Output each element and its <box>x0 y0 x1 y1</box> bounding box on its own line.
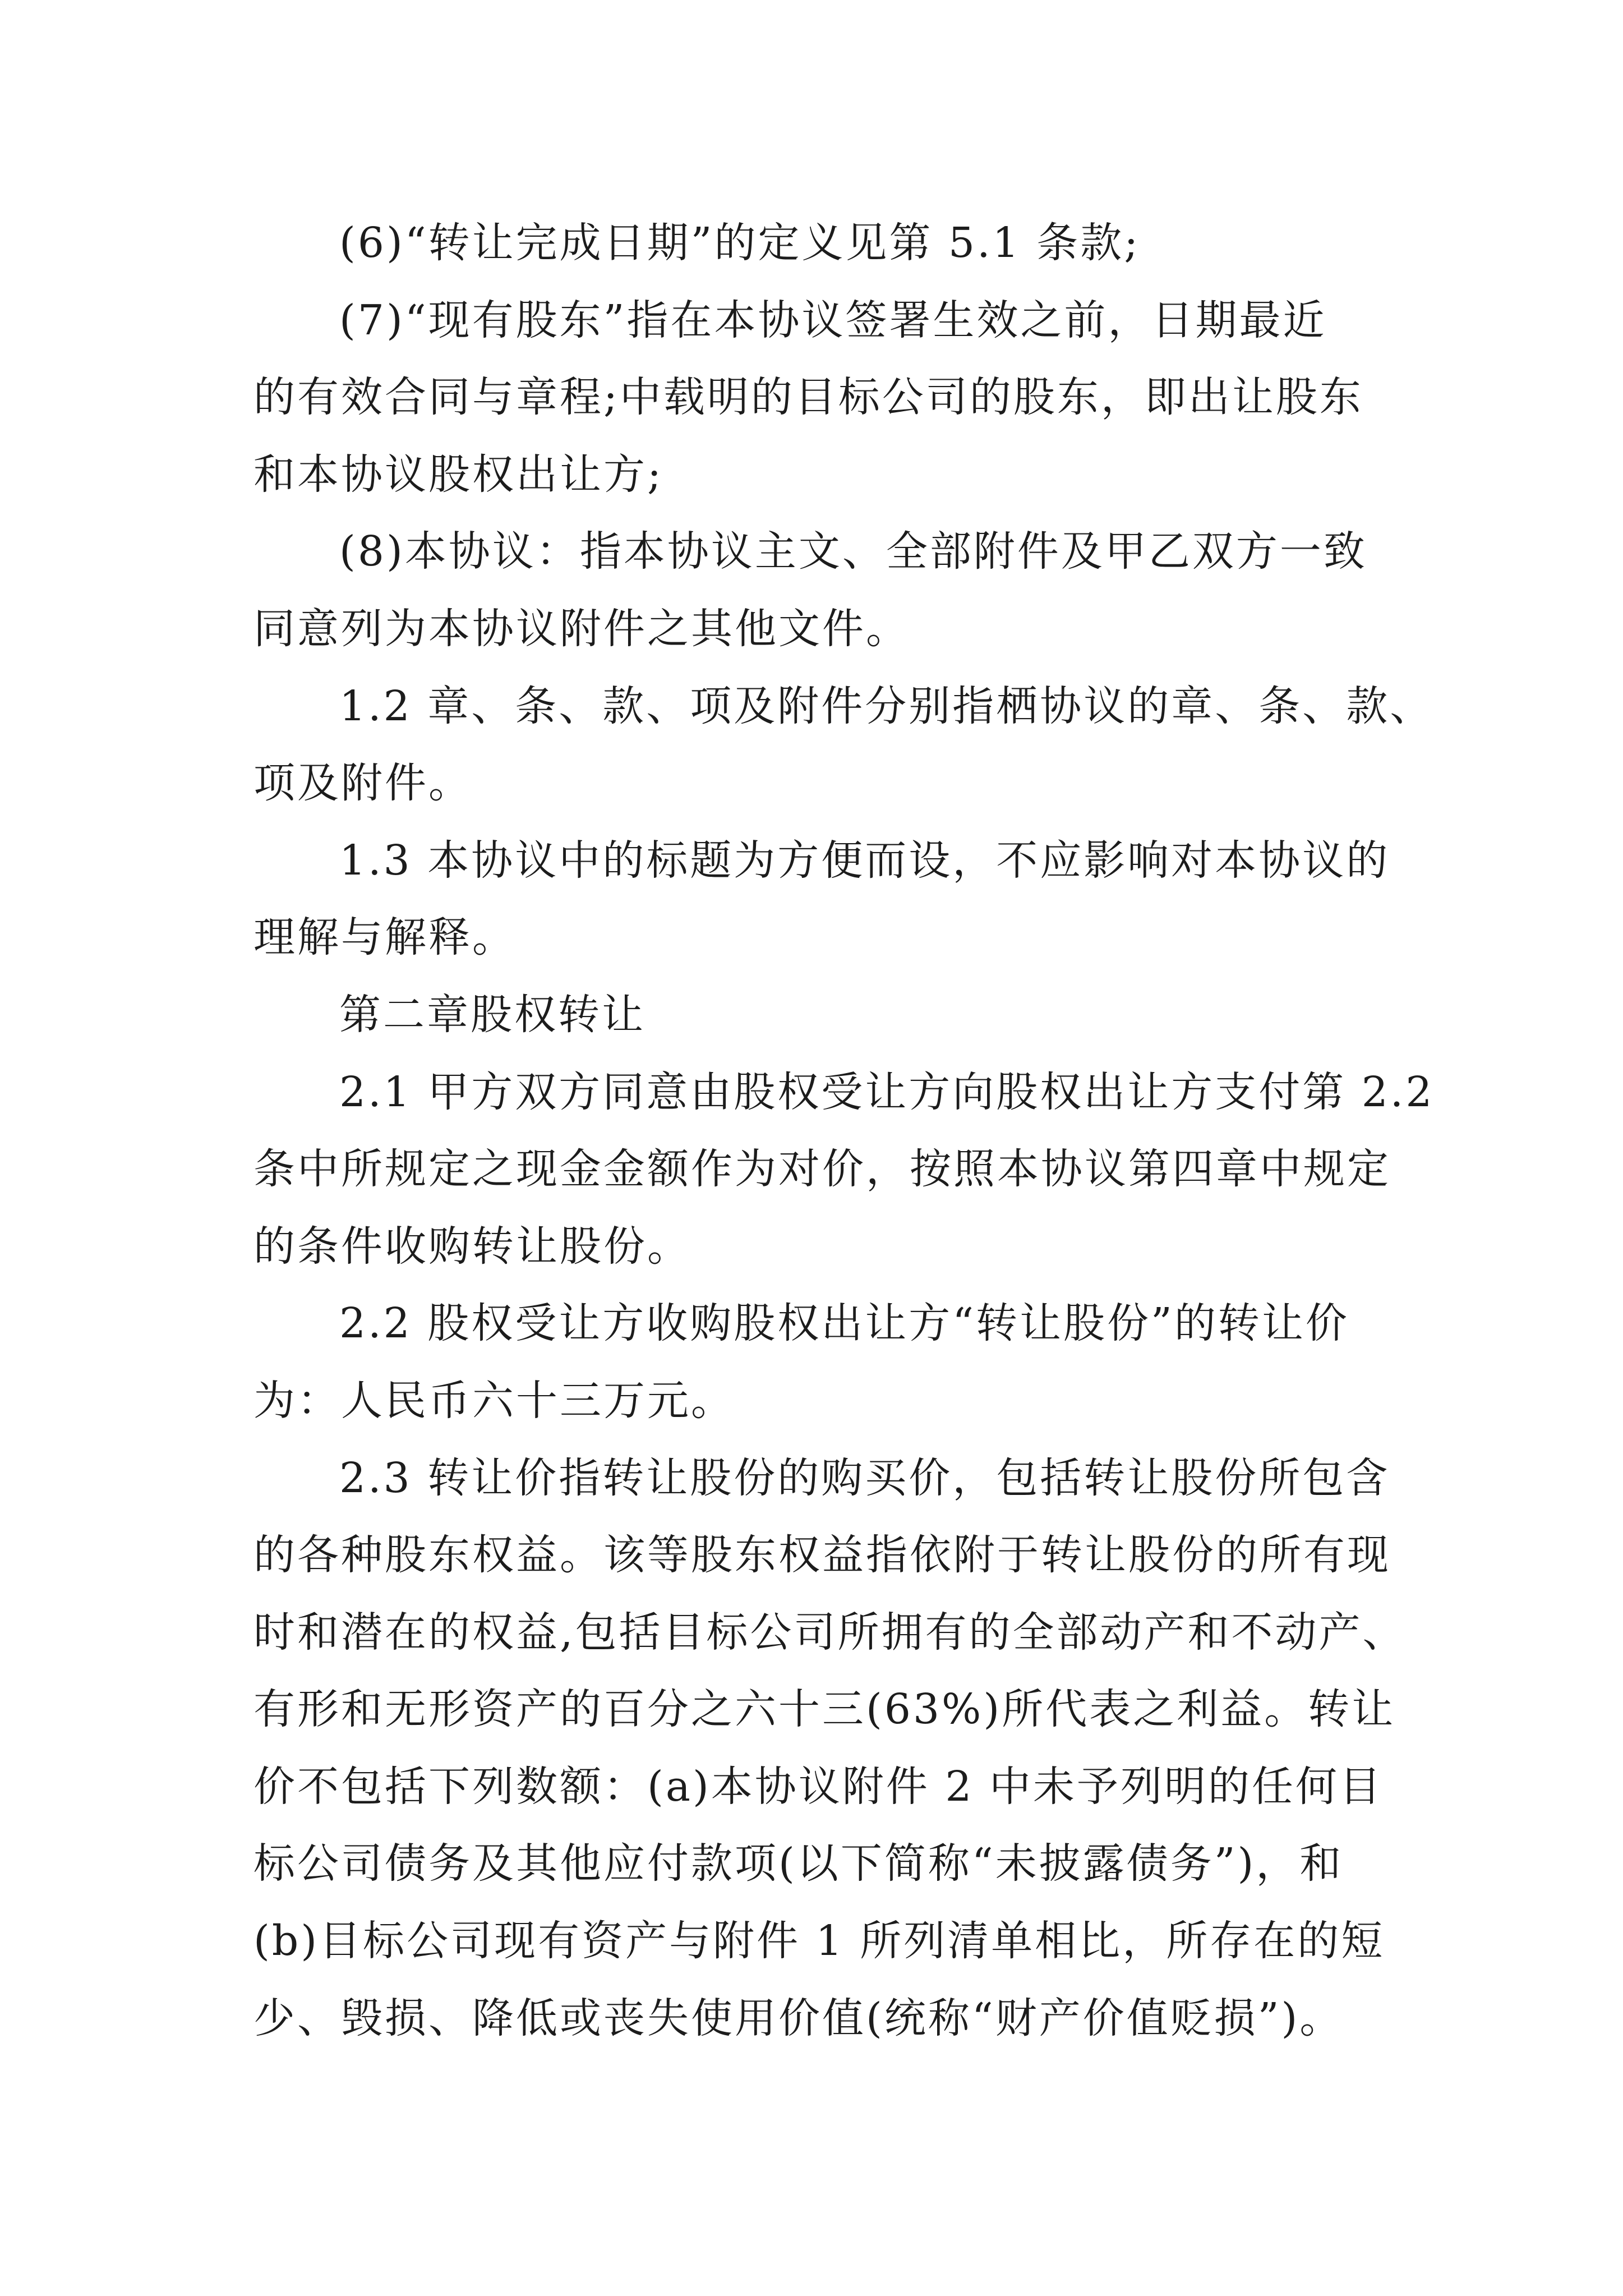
paragraph-section-1-3 <box>253 822 1459 977</box>
paragraph-clause-8 <box>253 513 1459 668</box>
chapter-title: 第二章股权转让 <box>339 990 645 1039</box>
text-line: (6)“转让完成日期”的定义见第 5.1 条款; <box>339 219 1141 267</box>
text-line: 项及附件。 <box>253 759 472 808</box>
text-line: 少、毁损、降低或丧失使用价值(统称“财产价值贬损”)。 <box>253 1994 1344 2042</box>
text-line: (b)目标公司现有资产与附件 1 所列清单相比，所存在的短 <box>253 1917 1385 1966</box>
paragraph-section-1-2 <box>253 668 1459 822</box>
text-line: 价不包括下列数额：(a)本协议附件 2 中未予列明的任何目 <box>253 1762 1383 1811</box>
text-line: 的各种股东权益。该等股东权益指依附于转让股份的所有现 <box>253 1531 1391 1580</box>
text-line: 同意列为本协议附件之其他文件。 <box>253 604 910 653</box>
text-line: 2.3 转让价指转让股份的购买价，包括转让股份所包含 <box>339 1453 1390 1502</box>
text-line: 和本协议股权出让方; <box>253 450 663 499</box>
paragraph-clause-7 <box>253 282 1459 514</box>
text-line: 1.3 本协议中的标题为方便而设，不应影响对本协议的 <box>339 836 1390 885</box>
text-line: 的有效合同与章程;中载明的目标公司的股东，即出让股东 <box>253 373 1363 422</box>
text-line: 时和潜在的权益,包括目标公司所拥有的全部动产和不动产、 <box>253 1608 1407 1657</box>
text-line: 有形和无形资产的百分之六十三(63%)所代表之利益。转让 <box>253 1685 1396 1734</box>
document-body <box>253 205 1459 2057</box>
paragraph-section-2-2 <box>253 1285 1459 1439</box>
paragraph-section-2-3 <box>253 1440 1459 2058</box>
paragraph-section-2-1 <box>253 1054 1459 1286</box>
text-line: (7)“现有股东”指在本协议签署生效之前，日期最近 <box>339 296 1327 344</box>
text-line: (8)本协议：指本协议主文、全部附件及甲乙双方一致 <box>339 527 1367 576</box>
text-line: 2.2 股权受让方收购股权出让方“转让股份”的转让价 <box>339 1299 1349 1348</box>
text-line: 标公司债务及其他应付款项(以下简称“未披露债务”)，和 <box>253 1839 1344 1888</box>
text-line: 的条件收购转让股份。 <box>253 1222 691 1271</box>
paragraph-clause-6 <box>253 205 1459 282</box>
chapter-heading <box>253 977 1459 1054</box>
text-line: 为：人民币六十三万元。 <box>253 1376 735 1425</box>
text-line: 条中所规定之现金金额作为对价，按照本协议第四章中规定 <box>253 1145 1391 1194</box>
text-line: 理解与解释。 <box>253 913 516 962</box>
text-line: 2.1 甲方双方同意由股权受让方向股权出让方支付第 2.2 <box>339 1068 1435 1116</box>
text-line: 1.2 章、条、款、项及附件分别指栖协议的章、条、款、 <box>339 682 1434 730</box>
